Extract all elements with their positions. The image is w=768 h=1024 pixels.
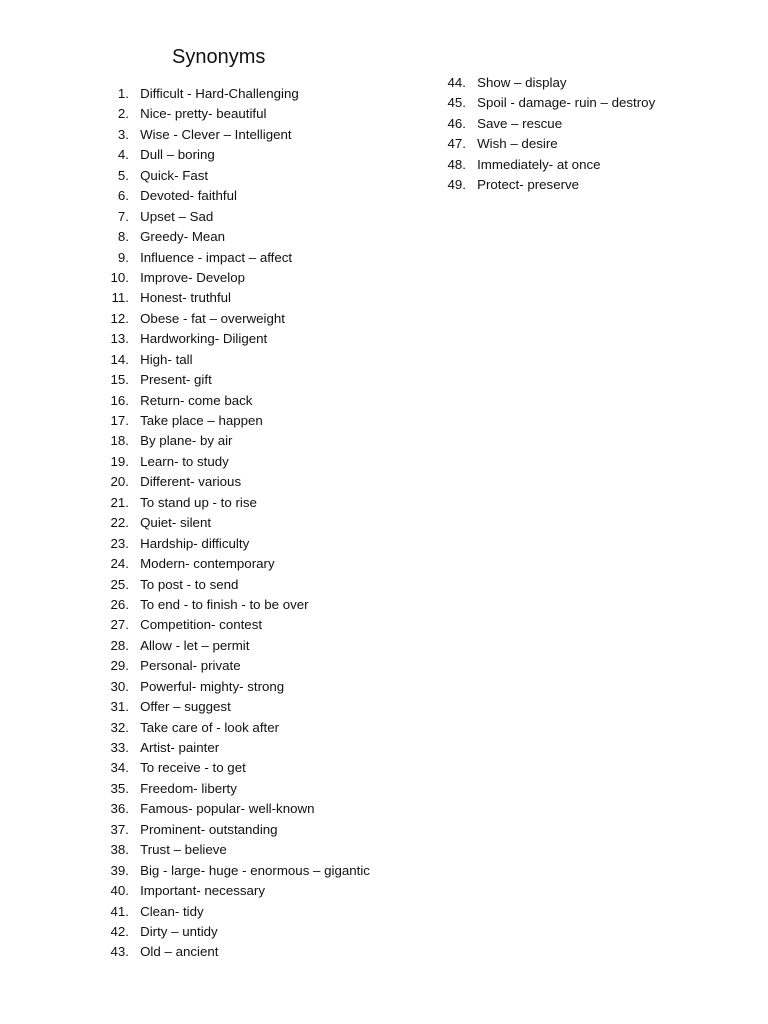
list-item-text: Modern- contemporary — [140, 556, 275, 572]
list-item-number: 34. — [110, 760, 129, 776]
list-item-text: Big - large- huge - enormous – gigantic — [140, 862, 370, 878]
list-item — [420, 175, 655, 195]
list-item — [420, 93, 655, 113]
list-item-text: Wish – desire — [477, 136, 558, 152]
list-item-text: Devoted- faithful — [140, 188, 237, 204]
list-item-number: 46. — [447, 115, 466, 131]
list-item-number: 28. — [110, 637, 129, 653]
list-item-number: 39. — [110, 862, 129, 878]
list-item-number: 5. — [117, 167, 129, 183]
list-item-text: To stand up - to rise — [140, 494, 257, 510]
list-item-text: Famous- popular- well-known — [140, 801, 315, 817]
list-item-number: 20. — [110, 474, 129, 490]
list-item-text: Nice- pretty- beautiful — [140, 106, 267, 122]
list-item-text: To post - to send — [140, 576, 239, 592]
list-item — [90, 309, 370, 329]
list-item-number: 18. — [110, 433, 129, 449]
list-item — [90, 145, 370, 165]
list-item — [90, 166, 370, 186]
list-item-text: Offer – suggest — [140, 699, 231, 715]
list-item-number: 32. — [110, 719, 129, 735]
list-item-text: Wise - Clever – Intelligent — [140, 126, 292, 142]
list-item-text: Honest- truthful — [140, 290, 231, 306]
list-item — [420, 114, 655, 134]
list-item — [90, 922, 370, 942]
list-item — [90, 452, 370, 472]
list-item-text: By plane- by air — [140, 433, 233, 449]
list-item — [90, 84, 370, 104]
list-item-number: 42. — [110, 923, 129, 939]
list-item-text: Show – display — [477, 75, 567, 90]
list-item-text: Spoil - damage- ruin – destroy — [477, 95, 656, 111]
list-item — [90, 840, 370, 860]
list-item-text: Obese - fat – overweight — [140, 310, 285, 326]
list-item — [90, 636, 370, 656]
list-item — [90, 738, 370, 758]
list-item-number: 7. — [117, 208, 129, 224]
list-item — [90, 942, 370, 962]
list-item-text: Greedy- Mean — [140, 229, 226, 245]
list-item — [90, 881, 370, 901]
synonym-list-right — [420, 73, 655, 196]
list-item — [90, 902, 370, 922]
list-item — [90, 391, 370, 411]
list-item — [90, 104, 370, 124]
list-item — [90, 207, 370, 227]
list-item — [90, 493, 370, 513]
list-item-number: 23. — [110, 535, 129, 551]
list-item-number: 27. — [110, 617, 129, 633]
list-item-text: High- tall — [140, 351, 193, 367]
list-item — [420, 155, 655, 175]
list-item-text: Improve- Develop — [140, 269, 246, 285]
list-item-text: Personal- private — [140, 658, 241, 674]
list-item-number: 19. — [110, 453, 129, 469]
list-item-number: 49. — [447, 177, 466, 193]
list-item-number: 37. — [110, 821, 129, 837]
list-item-text: Difficult - Hard-Challenging — [140, 86, 299, 101]
list-item-text: To end - to finish - to be over — [140, 596, 309, 612]
list-item — [90, 472, 370, 492]
list-item — [90, 718, 370, 738]
list-item — [90, 431, 370, 451]
list-item-text: Dirty – untidy — [140, 923, 218, 939]
list-item-text: Powerful- mighty- strong — [140, 678, 285, 694]
list-item — [90, 411, 370, 431]
list-item — [90, 820, 370, 840]
list-item-number: 36. — [110, 801, 129, 817]
list-item-text: Prominent- outstanding — [140, 821, 278, 837]
list-item-number: 4. — [117, 147, 129, 163]
list-item-number: 43. — [110, 944, 129, 960]
list-item — [90, 697, 370, 717]
list-item-number: 35. — [110, 780, 129, 796]
list-item-number: 38. — [110, 842, 129, 858]
list-item-number: 6. — [117, 188, 129, 204]
list-item-text: Artist- painter — [140, 740, 220, 755]
list-item-number: 30. — [110, 678, 129, 694]
list-item-number: 21. — [110, 494, 129, 510]
list-item-text: Immediately- at once — [477, 156, 601, 172]
list-item — [90, 288, 370, 308]
list-item-text: Protect- preserve — [477, 177, 580, 193]
list-item-number: 40. — [110, 883, 129, 899]
list-item-text: Freedom- liberty — [140, 780, 237, 796]
list-item-text: Learn- to study — [140, 453, 229, 469]
list-item — [90, 350, 370, 370]
list-item-number: 14. — [110, 351, 129, 367]
list-item — [90, 329, 370, 349]
list-item-number: 26. — [110, 596, 129, 612]
list-item-number: 11. — [111, 290, 129, 306]
list-item — [90, 534, 370, 554]
list-item-number: 2. — [117, 106, 129, 122]
list-item — [90, 186, 370, 206]
list-item-text: Dull – boring — [140, 147, 215, 163]
list-item — [90, 554, 370, 574]
list-item — [90, 779, 370, 799]
list-item-number: 25. — [110, 576, 129, 592]
list-item-text: Old – ancient — [140, 944, 219, 960]
list-item — [90, 227, 370, 247]
list-item-number: 22. — [110, 515, 129, 531]
list-item-number: 15. — [110, 372, 129, 388]
list-item-text: Trust – believe — [140, 842, 227, 858]
list-item-number: 29. — [110, 658, 129, 674]
list-item-text: Present- gift — [140, 372, 212, 388]
list-item-text: Clean- tidy — [140, 903, 204, 919]
list-item — [90, 575, 370, 595]
list-item — [90, 513, 370, 533]
list-item-text: Take place – happen — [140, 413, 263, 428]
list-item — [420, 134, 655, 154]
list-item — [90, 615, 370, 635]
list-item-text: Competition- contest — [140, 617, 263, 633]
list-item — [90, 370, 370, 390]
list-item — [90, 248, 370, 268]
list-item-number: 31. — [110, 699, 129, 715]
list-item-number: 33. — [110, 740, 129, 755]
list-item — [90, 268, 370, 288]
list-item — [90, 758, 370, 778]
list-item-number: 9. — [117, 249, 129, 265]
list-item-number: 24. — [110, 556, 129, 572]
list-item-text: Save – rescue — [477, 115, 563, 131]
list-item-number: 48. — [447, 156, 466, 172]
list-item-number: 47. — [447, 136, 466, 152]
page-title: Synonyms — [172, 46, 266, 68]
list-item-number: 1. — [117, 86, 129, 101]
list-item-number: 44. — [447, 75, 466, 90]
list-item-number: 8. — [117, 229, 129, 245]
list-item — [90, 125, 370, 145]
synonym-list-left — [90, 84, 370, 963]
list-item-text: Quiet- silent — [140, 515, 212, 531]
list-item-text: Allow - let – permit — [140, 637, 250, 653]
list-item-text: Different- various — [140, 474, 242, 490]
list-item-number: 10. — [110, 269, 129, 285]
list-item — [90, 861, 370, 881]
list-item — [420, 73, 655, 93]
list-item-text: Quick- Fast — [140, 167, 209, 183]
list-item — [90, 595, 370, 615]
list-item-text: Hardship- difficulty — [140, 535, 250, 551]
list-item-number: 3. — [117, 126, 129, 142]
list-item — [90, 656, 370, 676]
list-item-number: 45. — [447, 95, 466, 111]
list-item-text: Influence - impact – affect — [140, 249, 293, 265]
list-item-number: 13. — [110, 331, 129, 347]
list-item — [90, 799, 370, 819]
list-item-text: Return- come back — [140, 392, 253, 408]
list-item-text: To receive - to get — [140, 760, 246, 776]
list-item-text: Hardworking- Diligent — [140, 331, 268, 347]
list-item-text: Upset – Sad — [140, 208, 214, 224]
list-item-text: Important- necessary — [140, 883, 265, 899]
list-item — [90, 677, 370, 697]
list-item-number: 17. — [110, 413, 129, 428]
list-item-number: 16. — [110, 392, 129, 408]
list-item-number: 12. — [110, 310, 129, 326]
list-item-number: 41. — [110, 903, 129, 919]
list-item-text: Take care of - look after — [140, 719, 280, 735]
